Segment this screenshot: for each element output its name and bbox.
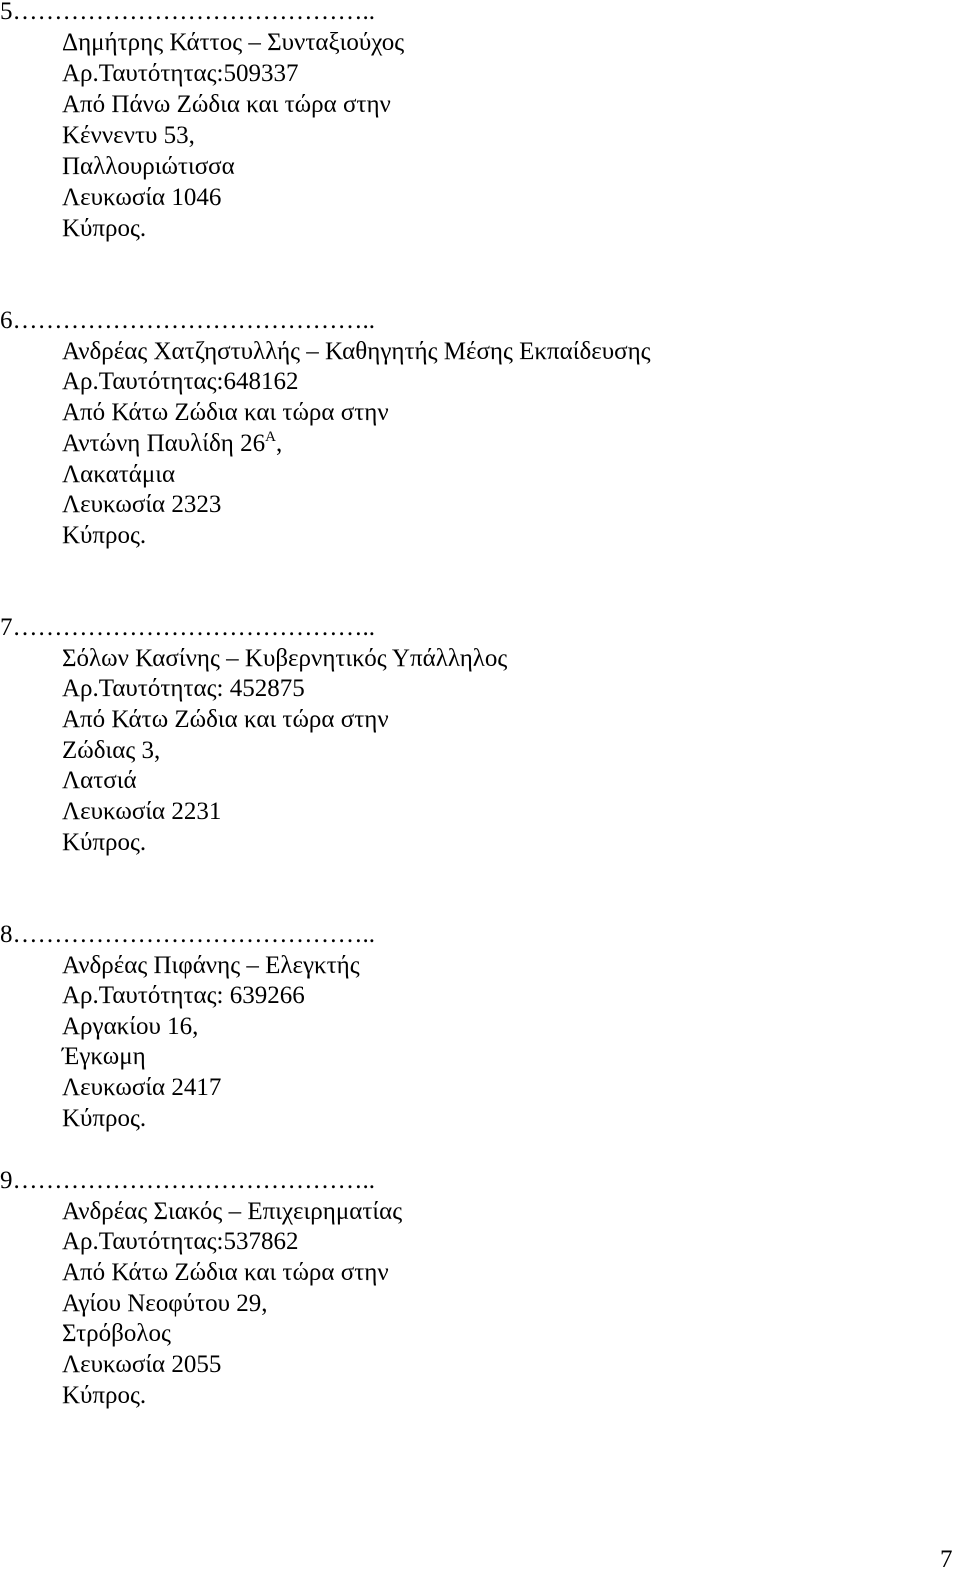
entry-9-country: Κύπρος. [62, 1382, 147, 1409]
entry-9-area: Στρόβολος [62, 1320, 171, 1347]
entry-5-city: Λευκωσία 1046 [62, 184, 222, 211]
entry-7-name: Σόλων Κασίνης – Κυβερνητικός Υπάλληλος [62, 645, 508, 672]
entry-6-country: Κύπρος. [62, 522, 147, 549]
entry-9-city: Λευκωσία 2055 [62, 1351, 222, 1378]
entry-5-area: Παλλουριώτισσα [62, 153, 235, 180]
entry-8-name: Ανδρέας Πιφάνης – Ελεγκτής [62, 952, 360, 979]
entry-9-name: Ανδρέας Σιακός – Επιχειρηματίας [62, 1198, 403, 1225]
entry-6-area: Λακατάμια [62, 461, 176, 488]
entry-7-from: Από Κάτω Ζώδια και τώρα στην [62, 706, 389, 733]
entry-5-number: 5…………………………………….. [0, 0, 375, 25]
entry-6-street-text: Αντώνη Παυλίδη 26 [62, 430, 266, 457]
page-number: 7 [940, 1546, 953, 1573]
entry-8-id: Αρ.Ταυτότητας: 639266 [62, 982, 305, 1009]
entry-6-name: Ανδρέας Χατζηστυλλής – Καθηγητής Μέσης Εκπαίδευσης [62, 338, 651, 365]
entry-9-street: Αγίου Νεοφύτου 29, [62, 1290, 268, 1317]
entry-8-city: Λευκωσία 2417 [62, 1074, 222, 1101]
entry-5-from: Από Πάνω Ζώδια και τώρα στην [62, 91, 391, 118]
entry-6-id: Αρ.Ταυτότητας:648162 [62, 368, 299, 395]
entry-8-area: Έγκωμη [62, 1043, 146, 1070]
entry-9-from: Από Κάτω Ζώδια και τώρα στην [62, 1259, 389, 1286]
entry-5-country: Κύπρος. [62, 215, 147, 242]
entry-7-number: 7…………………………………….. [0, 614, 375, 641]
entry-7-id: Αρ.Ταυτότητας: 452875 [62, 675, 305, 702]
entry-5-name: Δημήτρης Κάττος – Συνταξιούχος [62, 29, 405, 56]
entry-8-street: Αργακίου 16, [62, 1013, 199, 1040]
entry-5-id: Αρ.Ταυτότητας:509337 [62, 60, 299, 87]
entry-6-city: Λευκωσία 2323 [62, 491, 222, 518]
entry-6-street [62, 428, 282, 459]
entry-9-number: 9…………………………………….. [0, 1167, 375, 1194]
entry-7-country: Κύπρος. [62, 829, 147, 856]
entry-6-number: 6…………………………………….. [0, 307, 375, 334]
entry-6-street-suffix: , [275, 430, 283, 457]
entry-7-city: Λευκωσία 2231 [62, 798, 222, 825]
entry-6-from: Από Κάτω Ζώδια και τώρα στην [62, 399, 389, 426]
entry-7-area: Λατσιά [62, 767, 137, 794]
entry-7-street: Ζώδιας 3, [62, 737, 161, 764]
entry-8-country: Κύπρος. [62, 1105, 147, 1132]
entry-6-street-superscript: Α [265, 429, 276, 445]
entry-8-number: 8…………………………………….. [0, 921, 375, 948]
entry-5-street: Κέννεντυ 53, [62, 122, 195, 149]
entry-9-id: Αρ.Ταυτότητας:537862 [62, 1228, 299, 1255]
